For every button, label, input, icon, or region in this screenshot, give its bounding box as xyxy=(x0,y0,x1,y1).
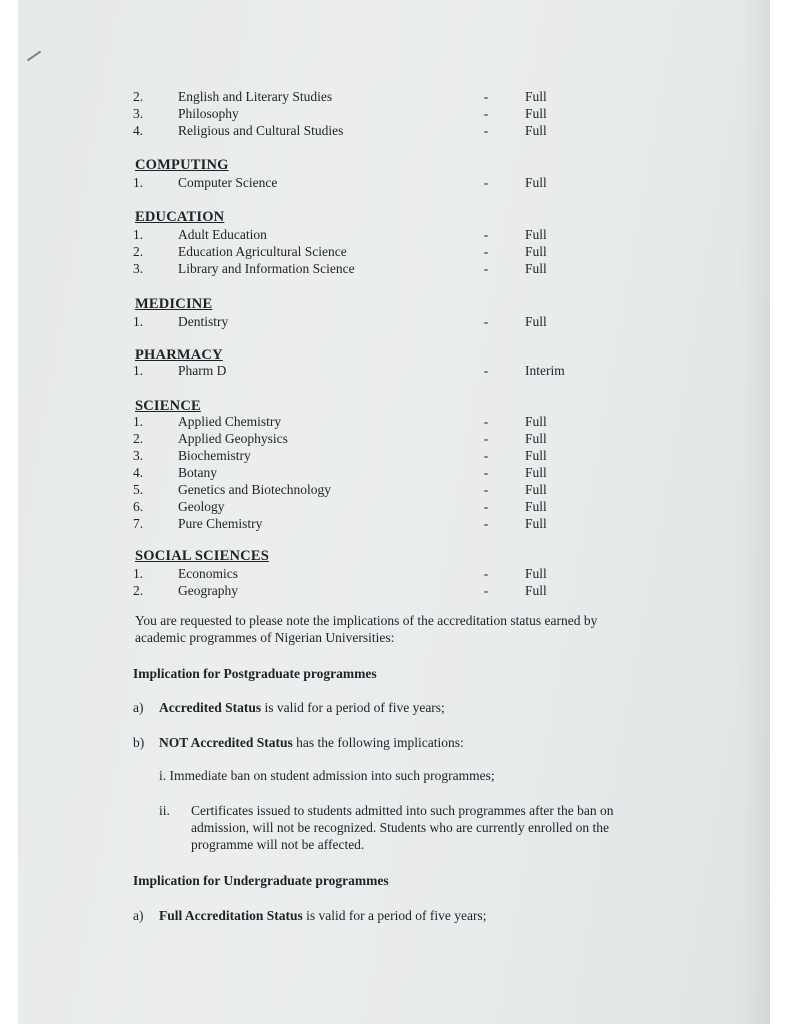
item-number: 2. xyxy=(133,583,144,598)
accreditation-status: Full xyxy=(525,314,547,329)
section-heading-education: EDUCATION xyxy=(135,209,225,225)
list-item xyxy=(0,105,790,122)
accreditation-status: Full xyxy=(525,261,547,276)
item-number: 1. xyxy=(133,566,144,581)
section-heading-computing: COMPUTING xyxy=(135,157,229,173)
accreditation-status: Full xyxy=(525,583,547,598)
separator-dash: - xyxy=(483,499,489,514)
item-number: 2. xyxy=(133,431,144,446)
separator-dash: - xyxy=(483,583,489,598)
item-number: 3. xyxy=(133,448,144,463)
item-number: 4. xyxy=(133,123,144,138)
item-marker: a) xyxy=(133,908,144,923)
accreditation-status: Full xyxy=(525,516,547,531)
programme-name: Pharm D xyxy=(178,363,227,378)
separator-dash: - xyxy=(483,414,489,429)
item-number: 1. xyxy=(133,175,144,190)
list-item xyxy=(0,122,790,139)
separator-dash: - xyxy=(483,314,489,329)
note-paragraph xyxy=(135,612,682,646)
separator-dash: - xyxy=(483,482,489,497)
programme-name: Dentistry xyxy=(178,314,229,329)
not-accredited-status-label: NOT Accredited Status xyxy=(159,735,293,750)
list-item xyxy=(0,226,790,243)
list-item xyxy=(0,515,790,532)
postgraduate-item-b xyxy=(0,734,790,751)
not-accredited-status-text: has the following implications: xyxy=(292,735,464,750)
programme-name: Library and Information Science xyxy=(178,261,355,276)
accredited-status-text: is valid for a period of five years; xyxy=(261,700,445,715)
list-item xyxy=(0,260,790,277)
programme-name: Economics xyxy=(178,566,238,581)
item-number: 7. xyxy=(133,516,144,531)
full-accreditation-status-text: is valid for a period of five years; xyxy=(302,908,487,923)
accreditation-status: Full xyxy=(525,448,547,463)
item-number: 1. xyxy=(133,363,144,378)
item-marker: ii. xyxy=(159,803,170,818)
programme-name: Adult Education xyxy=(178,227,267,242)
undergraduate-heading: Implication for Undergraduate programmes xyxy=(133,873,389,888)
list-item xyxy=(0,413,790,430)
list-item xyxy=(0,174,790,191)
separator-dash: - xyxy=(483,175,489,190)
accreditation-status: Full xyxy=(525,499,547,514)
separator-dash: - xyxy=(483,106,489,121)
separator-dash: - xyxy=(483,227,489,242)
accreditation-status: Full xyxy=(525,175,547,190)
list-item xyxy=(0,313,790,330)
list-item xyxy=(0,498,790,515)
item-marker: a) xyxy=(133,700,144,715)
list-item xyxy=(0,481,790,498)
separator-dash: - xyxy=(483,448,489,463)
list-item xyxy=(0,582,790,599)
list-item xyxy=(0,362,790,379)
item-number: 2. xyxy=(133,89,144,104)
postgraduate-item-a xyxy=(0,699,790,716)
accreditation-status: Full xyxy=(525,123,547,138)
programme-name: Pure Chemistry xyxy=(178,516,263,531)
section-heading-science: SCIENCE xyxy=(135,398,201,414)
accreditation-status: Interim xyxy=(525,363,565,378)
item-number: 2. xyxy=(133,244,144,259)
accreditation-status: Full xyxy=(525,89,547,104)
accredited-status-label: Accredited Status xyxy=(159,700,262,715)
postgraduate-heading: Implication for Postgraduate programmes xyxy=(133,666,377,681)
separator-dash: - xyxy=(483,516,489,531)
item-number: 1. xyxy=(133,414,144,429)
programme-name: Genetics and Biotechnology xyxy=(178,482,331,497)
note-line-2: academic programmes of Nigerian Universities: xyxy=(135,630,395,645)
accreditation-status: Full xyxy=(525,566,547,581)
implication-item-i: i. Immediate ban on student admission into such programmes; xyxy=(159,768,495,783)
programme-name: Applied Chemistry xyxy=(178,414,282,429)
item-number: 6. xyxy=(133,499,144,514)
item-number: 1. xyxy=(133,227,144,242)
programme-name: Botany xyxy=(178,465,217,480)
accreditation-status: Full xyxy=(525,106,547,121)
section-heading-social-sciences: SOCIAL SCIENCES xyxy=(135,548,269,564)
separator-dash: - xyxy=(483,123,489,138)
accreditation-status: Full xyxy=(525,414,547,429)
item-number: 1. xyxy=(133,314,144,329)
list-item xyxy=(0,88,790,105)
section-heading-medicine: MEDICINE xyxy=(135,296,213,312)
list-item xyxy=(0,565,790,582)
separator-dash: - xyxy=(483,566,489,581)
full-accreditation-status-label: Full Accreditation Status xyxy=(159,908,303,923)
programme-name: Applied Geophysics xyxy=(178,431,288,446)
programme-name: Geology xyxy=(178,499,225,514)
programme-name: Philosophy xyxy=(178,106,239,121)
implication-ii-line-3: programme will not be affected. xyxy=(191,837,365,852)
programme-name: Computer Science xyxy=(178,175,278,190)
separator-dash: - xyxy=(483,244,489,259)
item-number: 3. xyxy=(133,261,144,276)
accreditation-status: Full xyxy=(525,482,547,497)
note-line-1: You are requested to please note the implications of the accreditation status earned by xyxy=(135,613,598,628)
list-item xyxy=(0,447,790,464)
separator-dash: - xyxy=(483,89,489,104)
programme-name: English and Literary Studies xyxy=(178,89,333,104)
section-heading-pharmacy: PHARMACY xyxy=(135,347,223,363)
programme-name: Biochemistry xyxy=(178,448,251,463)
list-item xyxy=(0,464,790,481)
separator-dash: - xyxy=(483,261,489,276)
implication-ii-line-2: admission, will not be recognized. Students who are currently enrolled on the xyxy=(191,820,610,835)
separator-dash: - xyxy=(483,465,489,480)
undergraduate-item-a xyxy=(0,907,790,924)
separator-dash: - xyxy=(483,431,489,446)
separator-dash: - xyxy=(483,363,489,378)
item-number: 3. xyxy=(133,106,144,121)
accreditation-status: Full xyxy=(525,465,547,480)
accreditation-status: Full xyxy=(525,227,547,242)
accreditation-status: Full xyxy=(525,244,547,259)
programme-name: Education Agricultural Science xyxy=(178,244,347,259)
item-number: 4. xyxy=(133,465,144,480)
accreditation-status: Full xyxy=(525,431,547,446)
item-marker: b) xyxy=(133,735,145,750)
programme-name: Religious and Cultural Studies xyxy=(178,123,344,138)
list-item xyxy=(0,430,790,447)
programme-name: Geography xyxy=(178,583,238,598)
list-item xyxy=(0,243,790,260)
implication-ii-line-1: Certificates issued to students admitted into such programmes after the ban on xyxy=(191,803,614,818)
item-number: 5. xyxy=(133,482,144,497)
